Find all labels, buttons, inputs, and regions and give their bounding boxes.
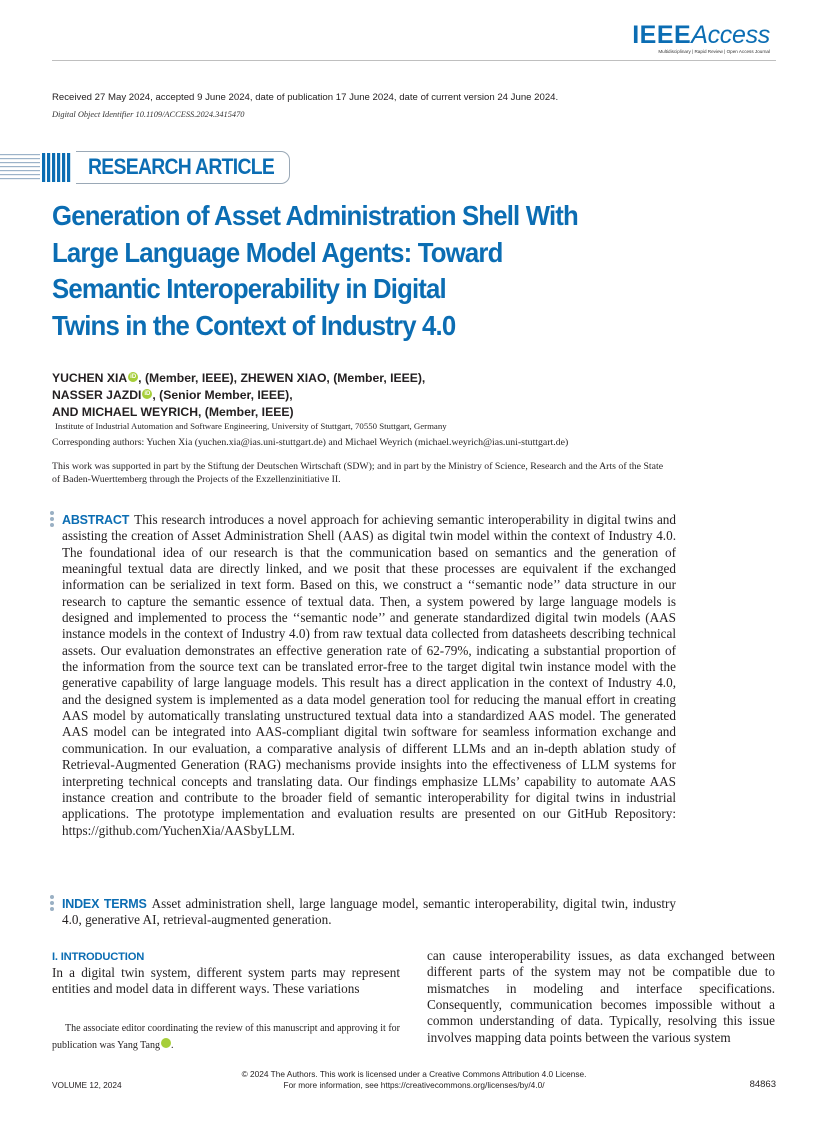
article-type: RESEARCH ARTICLE [88, 154, 275, 179]
index-terms [62, 896, 676, 929]
abstract-bullet-icon [50, 511, 56, 529]
author-line-3: AND MICHAEL WEYRICH, (Member, IEEE) [52, 405, 294, 419]
header-divider [52, 60, 776, 61]
index-terms-bullet-icon [50, 895, 56, 913]
doi: Digital Object Identifier 10.1109/ACCESS.2024.3415470 [52, 110, 245, 119]
article-type-stripes [0, 151, 74, 184]
editor-footnote [52, 1021, 400, 1054]
license-line: © 2024 The Authors. This work is licensed under a Creative Commons Attribution 4.0 License. [241, 1069, 587, 1079]
intro-column-2: can cause interoperability issues, as data exchanged between different parts of the system may not be compatible due to mismatches in modeling and interface specifications. Consequently, communication becomes impossible without a common understanding of data. Typically, resolving this issue involves mapping data points between the various system [427, 948, 775, 1045]
author-membership: , (Member, IEEE), ZHEWEN XIAO, (Member, IEEE), [138, 371, 426, 385]
title-line: Semantic Interoperability in Digital [52, 273, 446, 304]
author-line-2 [52, 388, 293, 402]
footnote-text: The associate editor coordinating the review of this manuscript and approving it for publication was Yang Tang [52, 1023, 400, 1051]
affiliation: Institute of Industrial Automation and Software Engineering, University of Stuttgart, 70550 Stuttgart, Germany [55, 421, 447, 431]
logo-bold: IEEE [632, 21, 692, 49]
section-heading: I. INTRODUCTION [52, 951, 145, 963]
intro-column-1: In a digital twin system, different system parts may represent entities and model data in different ways. These variations [52, 965, 400, 997]
index-terms-text: Asset administration shell, large language model, semantic interoperability, digital twin, industry 4.0, generative AI, retrieval-augmented generation. [62, 896, 676, 928]
volume: VOLUME 12, 2024 [52, 1080, 122, 1090]
funding-note: This work was supported in part by the Stiftung der Deutschen Wirtschaft (SDW); and in part by the Ministry of Science, Research and the Arts of the State of Baden-Wuerttemberg through the Projects of the Exzellenzinitiative II. [52, 461, 664, 485]
paper-title [52, 198, 714, 344]
orcid-icon[interactable]: iD [130, 374, 137, 380]
author-membership: , (Senior Member, IEEE), [152, 388, 293, 402]
license-link[interactable]: For more information, see https://creativecommons.org/licenses/by/4.0/ [283, 1079, 545, 1090]
license-notice [0, 1069, 828, 1090]
title-line: Generation of Asset Administration Shell With [52, 200, 578, 231]
abstract-label: ABSTRACT [62, 513, 130, 527]
title-line: Twins in the Context of Industry 4.0 [52, 309, 456, 341]
corresponding-authors: Corresponding authors: Yuchen Xia (yuchen.xia@ias.uni-stuttgart.de) and Michael Weyrich (michael.weyrich@ias.uni-stuttgart.de) [52, 437, 569, 448]
author-name: NASSER JAZDI [52, 388, 142, 402]
orcid-icon[interactable]: iD [144, 391, 151, 397]
title-line: Large Language Model Agents: Toward [52, 236, 503, 268]
author-line-1 [52, 371, 425, 385]
index-terms-label: INDEX TERMS [62, 897, 147, 911]
abstract [62, 512, 676, 839]
page-number: 84863 [749, 1079, 776, 1090]
logo-italic: Access [691, 21, 770, 49]
abstract-text: This research introduces a novel approach for achieving semantic interoperability in digital twins and assisting the creation of Asset Administration Shell (AAS) as digital twin model within the context of Industry 4.0. The foundational idea of our research is that the communication based on semantics and the generation of meaningful textual data are directly linked, and we posit that these processes are equivalent if the exchanged information can be serialized in text form. Based on this, we construct a ‘‘semantic node’’ data structure in our research to capture the semantic essence of textual data. Then, a system powered by large language models is designed and implemented to process the ‘‘semantic node’’ and generate standardized digital twin models (AAS instance models in the context of Industry 4.0) from raw textual data collected from datasheets describing technical assets. Our evaluation demonstrates an effective generation rate of 62-79%, indicating a substantial proportion of the information from the source text can be translated error-free to the target digital twin instance model with the generative capability of large language models. This result has a direct application in the context of Industry 4.0, and the designed system is implemented as a data model generation tool for reducing the manual effort in creating AAS model by automatically translating unstructured textual data into a standardized AAS model. The generated AAS model can be integrated into AAS-compliant digital twin software for seamless information exchange and communication. In our evaluation, a comparative analysis of different LLMs and an in-depth ablation study of Retrieval-Augmented Generation (RAG) mechanisms provide insights into the effectiveness of LLM systems for interpreting technical concepts and translating data. Our findings emphasize LLMs’ capability to automate AAS instance creation and contribute to the broader field of semantic interoperability for digital twins in industrial applications. The prototype implementation and evaluation results are presented on our GitHub Repository: https://github.com/YuchenXia/AASbyLLM. [62, 512, 676, 838]
author-name: YUCHEN XIA [52, 371, 128, 385]
orcid-icon[interactable]: iD [161, 1038, 171, 1048]
journal-tagline: Multidisciplinary | Rapid Review | Open Access Journal [658, 49, 770, 54]
footnote-end: . [171, 1039, 174, 1051]
journal-brand [632, 22, 770, 48]
received-dates: Received 27 May 2024, accepted 9 June 2024, date of publication 17 June 2024, date of current version 24 June 2024. [52, 92, 559, 103]
journal-logo [632, 22, 770, 54]
